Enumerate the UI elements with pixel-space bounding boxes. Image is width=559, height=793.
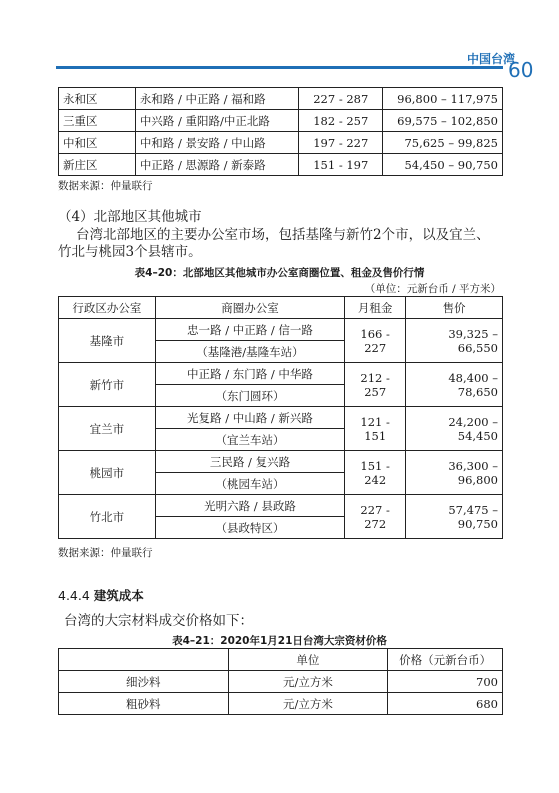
section-444-heading [58,586,144,604]
price-cell: 36,300 – 96,800 [406,451,503,495]
section-title: 建筑成本 [93,588,144,603]
rent-cell: 151 - 242 [345,451,406,495]
table-row [59,363,503,385]
roads-cell: 中正路 / 东门路 / 中华路 [155,363,344,385]
price-cell: 48,400 – 78,650 [406,363,503,407]
price-cell: 700 [388,671,503,693]
table-row [59,88,503,110]
table2-caption: 表4–20：北部地区其他城市办公室商圈位置、租金及售价行情 [134,267,425,279]
price-cell: 96,800 – 117,975 [383,88,503,110]
rent-cell: 151 - 197 [299,154,383,176]
price-cell: 39,325 – 66,550 [406,319,503,363]
rent-cell: 121 - 151 [345,407,406,451]
table1-source: 数据来源：仲量联行 [58,180,153,192]
roads-cell: 永和路 / 中正路 / 福和路 [135,88,299,110]
section-number: 4.4.4 [58,588,90,603]
item-cell: 粗砂料 [59,693,229,715]
col-header-rent: 月租金 [345,297,406,319]
city-cell: 基隆市 [59,319,156,363]
rent-cell: 212 - 257 [345,363,406,407]
table-northern-cities-offices [58,296,503,539]
table-office-districts-continued [58,87,503,176]
table-row [59,110,503,132]
roads-cell: 光明六路 / 县政路 [155,495,344,517]
city-cell: 桃园市 [59,451,156,495]
rent-cell: 227 - 287 [299,88,383,110]
city-cell: 新竹市 [59,363,156,407]
district-cell: 永和区 [59,88,136,110]
table-row [59,451,503,473]
price-cell: 57,475 – 90,750 [406,495,503,539]
roads-cell: 中兴路 / 重阳路/中正北路 [135,110,299,132]
table-row [59,154,503,176]
table-row [59,671,503,693]
header-title: 中国台湾 [466,52,515,66]
roads-cell: 忠一路 / 中正路 / 信一路 [155,319,344,341]
table-row [59,319,503,341]
district-cell: 中和区 [59,132,136,154]
city-cell: 宜兰市 [59,407,156,451]
landmark-cell: （东门圆环） [155,385,344,407]
district-cell: 新庄区 [59,154,136,176]
district-cell: 三重区 [59,110,136,132]
table-row [59,693,503,715]
table-row [59,407,503,429]
rent-cell: 182 - 257 [299,110,383,132]
landmark-cell: （县政特区） [155,517,344,539]
paragraph-line-2: 竹北与桃园3个县辖市。 [58,244,202,260]
col-header-city: 行政区办公室 [59,297,156,319]
unit-cell: 元/立方米 [228,693,388,715]
table-bulk-materials [58,648,503,715]
table-row [59,495,503,517]
col-header-item [59,649,229,671]
unit-cell: 元/立方米 [228,671,388,693]
col-header-area: 商圈办公室 [155,297,344,319]
col-header-price: 售价 [406,297,503,319]
section-444-paragraph: 台湾的大宗材料成交价格如下： [64,613,253,629]
header-rule [56,66,503,69]
section-heading: （4）北部地区其他城市 [58,209,202,225]
price-cell: 680 [388,693,503,715]
roads-cell: 光复路 / 中山路 / 新兴路 [155,407,344,429]
col-header-material-price: 价格（元新台币） [388,649,503,671]
price-cell: 54,450 – 90,750 [383,154,503,176]
col-header-unit: 单位 [228,649,388,671]
landmark-cell: （桃园车站） [155,473,344,495]
landmark-cell: （基隆港/基隆车站） [155,341,344,363]
price-cell: 69,575 – 102,850 [383,110,503,132]
price-cell: 75,625 – 99,825 [383,132,503,154]
rent-cell: 197 - 227 [299,132,383,154]
table2-source: 数据来源：仲量联行 [58,547,153,559]
city-cell: 竹北市 [59,495,156,539]
paragraph-line-1: 台湾北部地区的主要办公室市场，包括基隆与新竹2个市，以及宜兰、 [76,227,490,243]
roads-cell: 三民路 / 复兴路 [155,451,344,473]
landmark-cell: （宜兰车站） [155,429,344,451]
roads-cell: 中正路 / 思源路 / 新泰路 [135,154,299,176]
rent-cell: 227 - 272 [345,495,406,539]
table-row [59,132,503,154]
item-cell: 细沙料 [59,671,229,693]
table3-caption: 表4–21：2020年1月21日台湾大宗资材价格 [172,635,387,647]
roads-cell: 中和路 / 景安路 / 中山路 [135,132,299,154]
page-number: 60 [508,58,534,82]
table2-unit: （单位：元新台币 / 平方米） [364,283,501,295]
price-cell: 24,200 – 54,450 [406,407,503,451]
rent-cell: 166 - 227 [345,319,406,363]
